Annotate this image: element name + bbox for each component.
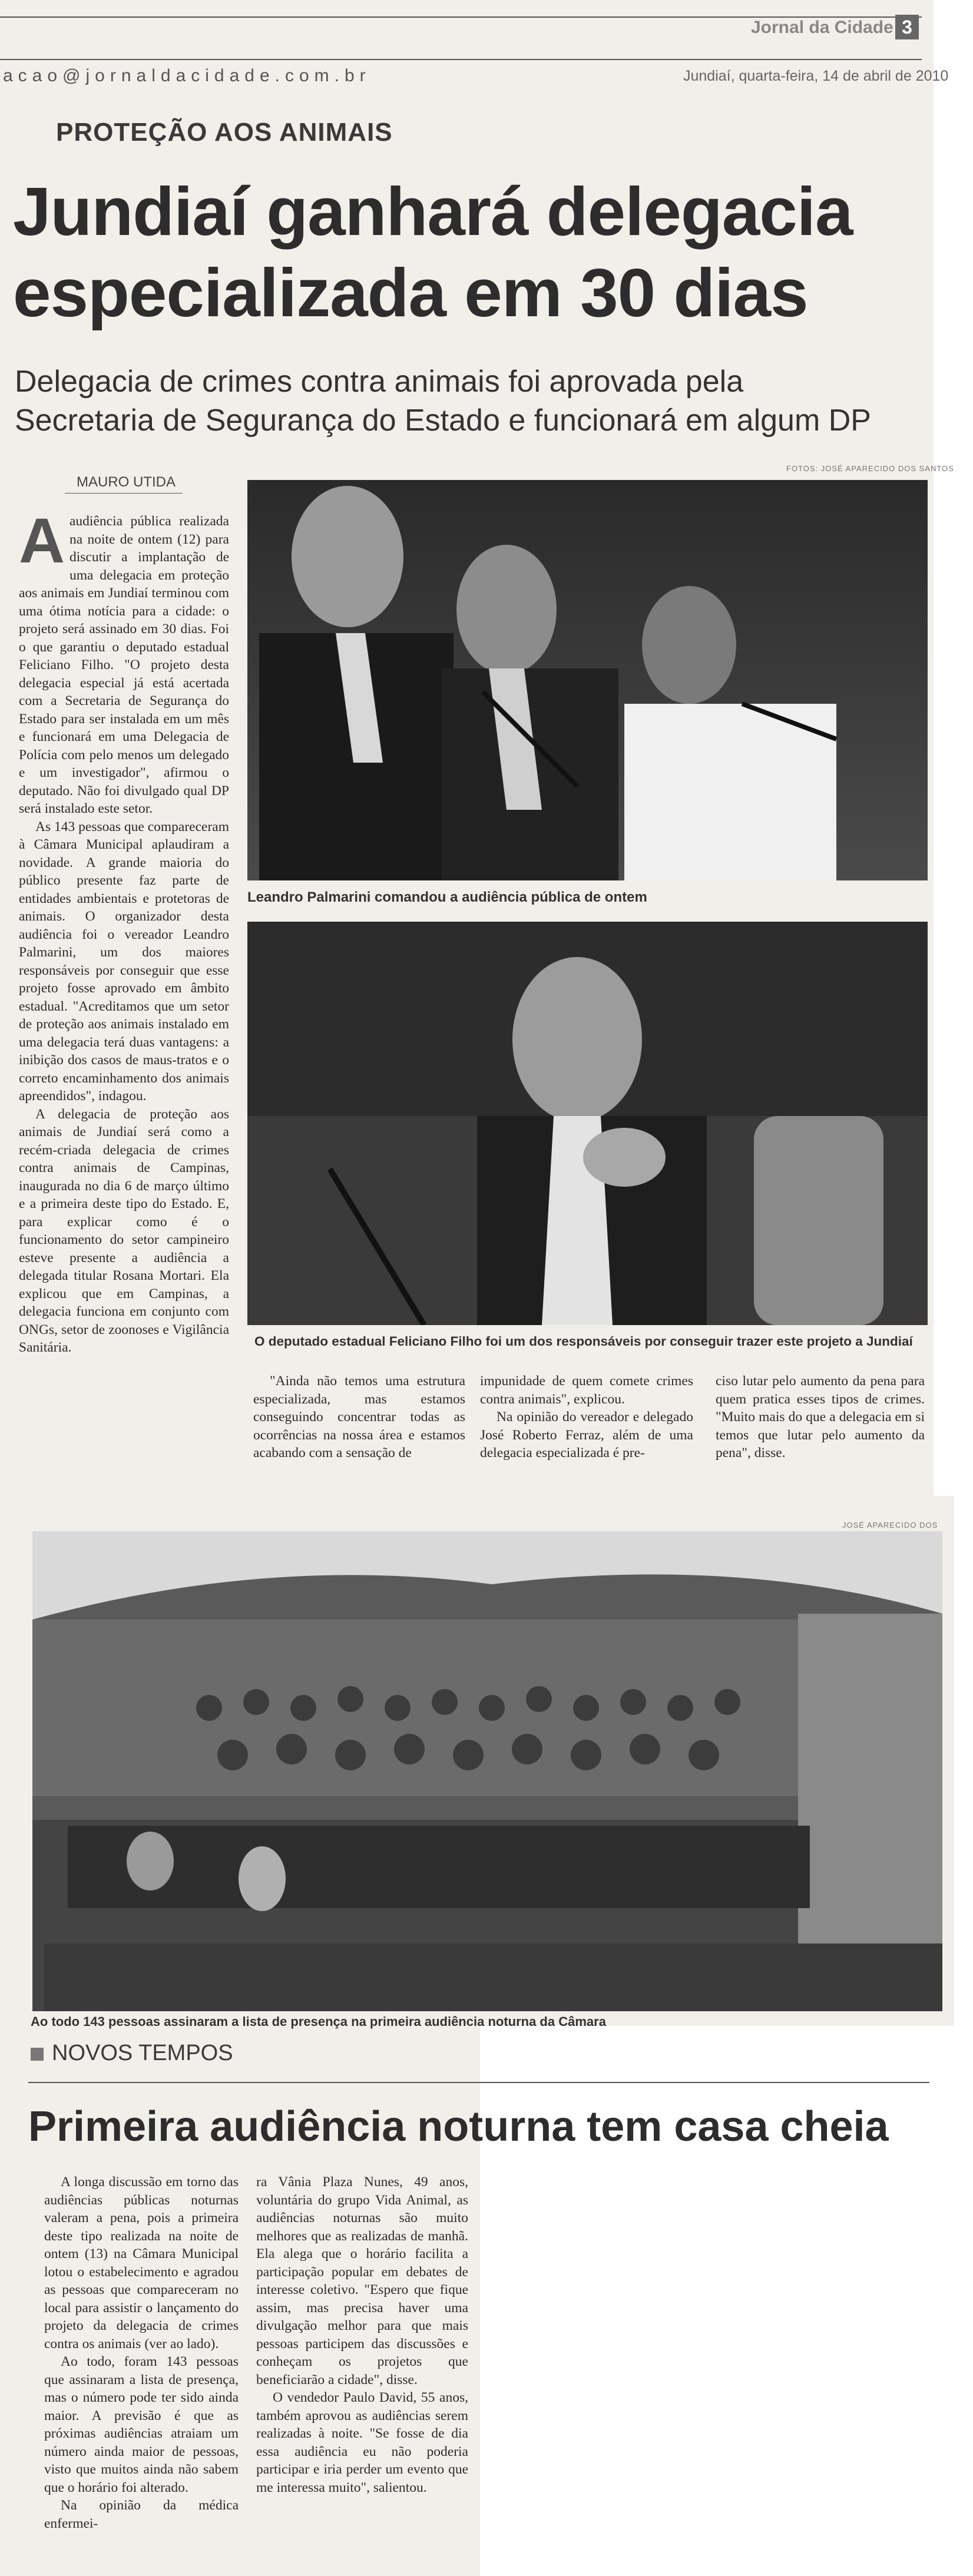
column-paragraph: Ao todo, foram 143 pessoas que assinaram a lista de presença, mas o número pode ter sido ainda maior. A previsão é que as próximas audiências atraiam um número ainda maior de pessoas, visto que muitos ainda não sabem que o horário foi alterado.: [44, 2354, 239, 2495]
subheadline-line-2: Secretaria de Segurança do Estado e funcionará em algum DP: [15, 403, 871, 438]
subheadline-line-1: Delegacia de crimes contra animais foi aprovada pela: [15, 365, 744, 399]
column-paragraph: A longa discussão em torno das audiências públicas noturnas valeram a pena, pois a primeira deste tipo realizada na noite de ontem (13) na Câmara Municipal lotou o estabelecimento e agradou as pessoas que compareceram no local para assistir o lançamento do projeto da delegacia de crimes contra os animais (ver ao lado).: [44, 2174, 239, 2352]
photo-audience-illustration: [32, 1531, 942, 2011]
photo-speakers-illustration: [247, 480, 928, 880]
photo-credit: FOTOS: JOSÉ APARECIDO DOS SANTOS: [786, 464, 954, 473]
photo-deputy: [247, 922, 928, 1325]
column-paragraph: impunidade de quem comete crimes contra animais", explicou.: [480, 1373, 693, 1407]
photo-caption-2: O deputado estadual Feliciano Filho foi um dos responsáveis por conseguir trazer este projeto a Jundiaí: [254, 1334, 913, 1349]
column-paragraph: A delegacia de proteção aos animais de Jundiaí será como a recém-criada delegacia de crimes contra animais de Campinas, inaugurada no dia 6 de março último e a primeira deste tipo do Estado. E, para explicar como é o funcionamento do setor campineiro esteve presente a audiência a delegada titular Rosana Mortari. Ela explicou que em Campinas, a delegacia funciona em conjunto com ONGs, setor de zoonoses e Vigilância Sanitária.: [19, 1106, 229, 1355]
section2-rule: [28, 2082, 929, 2083]
article-column-2: [253, 1372, 465, 1462]
photo-audience: [32, 1531, 942, 2011]
photo-speakers-panel: [247, 480, 928, 880]
headline-line-2: especializada em 30 dias: [13, 254, 808, 331]
column-paragraph: Na opinião do vereador e delegado José Roberto Ferraz, além de uma delegacia especializada é pre-: [480, 1409, 693, 1461]
contact-email: acao@jornaldacidade.com.br: [3, 66, 371, 85]
column-paragraph: As 143 pessoas que compareceram à Câmara Municipal aplaudiram a novidade. A grande maioria do público presente faz parte de entidades ambientais e protetoras de animais. O organizador desta audiência foi o vereador Leandro Palmarini, um dos maiores responsáveis por conseguir que esse projeto fosse aprovado em âmbito estadual. "Acreditamos que um setor de proteção aos animais instalado em uma delegacia terá duas vantagens: a inibição dos casos de maus-tratos e o correto encaminhamento dos animais apreendidos", indagou.: [19, 819, 229, 1104]
photo-caption-1: Leandro Palmarini comandou a audiência pública de ontem: [247, 889, 647, 905]
headline: [13, 171, 932, 333]
column-paragraph: [19, 505, 229, 818]
column-paragraph: ra Vânia Plaza Nunes, 49 anos, voluntária do grupo Vida Animal, as audiências noturnas são muito melhores que as realizadas de manhã. Ela alega que o horário facilita a participação popular em debates de interesse coletivo. "Espero que fique assim, mas precisa haver uma divulgação melhor para que mais pessoas participem das discussões e conheçam os projetos que beneficiarão a cidade", disse.: [256, 2174, 468, 2388]
masthead-rule-bottom: [0, 59, 922, 60]
photo-credit-2: JOSÉ APARECIDO DOS: [842, 1521, 938, 1529]
article-column-4: [716, 1372, 925, 1462]
byline-rule: [65, 493, 183, 494]
section-kicker: PROTEÇÃO AOS ANIMAIS: [56, 118, 393, 147]
article-column-1: [19, 505, 229, 1357]
dateline: Jundiaí, quarta-feira, 14 de abril de 2010: [683, 68, 949, 84]
photo-deputy-illustration: [247, 922, 928, 1325]
article2-column-2: [256, 2173, 468, 2496]
column-paragraph: O vendedor Paulo David, 55 anos, também aprovou as audiências serem realizadas à noite. "Se fosse de dia essa audiência eu não poderia participar e iria perder um evento que me interessa muito", salientou.: [256, 2390, 468, 2495]
article2-column-1: [44, 2173, 239, 2532]
paragraph-text: audiência pública realizada na noite de ontem (12) para discutir a implantação de uma delegacia em proteção aos animais em Jundiaí terminou com uma ótima notícia para a cidade: o projeto será assinado em 30 dias. Foi o que garantiu o deputado estadual Feliciano Filho. "O projeto desta delegacia especial já está acertada com a Secretaria de Segurança do Estado para ser instalada em um mês e funcionará em uma Delegacia de Polícia com pelo menos um delegado e um investigador", afirmou o deputado. Não foi divulgado qual DP será instalado este setor.: [19, 514, 229, 816]
photo-caption-3: Ao todo 143 pessoas assinaram a lista de presença na primeira audiência noturna da Câmara: [31, 2014, 606, 2029]
subheadline: [15, 362, 898, 440]
headline-line-1: Jundiaí ganhará delegacia: [13, 173, 853, 250]
article-column-3: [480, 1372, 693, 1462]
section2-label: NOVOS TEMPOS: [52, 2041, 233, 2065]
column-paragraph: ciso lutar pelo aumento da pena para quem pratica esses tipos de crimes. "Muito mais do que a delegacia em si temos que lutar pelo aumento da pena", disse.: [716, 1373, 925, 1461]
column-paragraph: Na opinião da médica enfermei-: [44, 2498, 239, 2531]
section-square-bullet: [31, 2048, 44, 2061]
paper-name: Jornal da Cidade: [751, 18, 893, 37]
byline: MAURO UTIDA: [77, 474, 176, 490]
drop-cap: A: [19, 505, 65, 576]
column-paragraph: "Ainda não temos uma estrutura especializada, mas estamos conseguindo concentrar todas as ocorrências na nossa área e estamos acabando com a sensação de: [253, 1373, 465, 1461]
page-number: 3: [895, 15, 919, 39]
headline-2: Primeira audiência noturna tem casa cheia: [28, 2103, 889, 2150]
